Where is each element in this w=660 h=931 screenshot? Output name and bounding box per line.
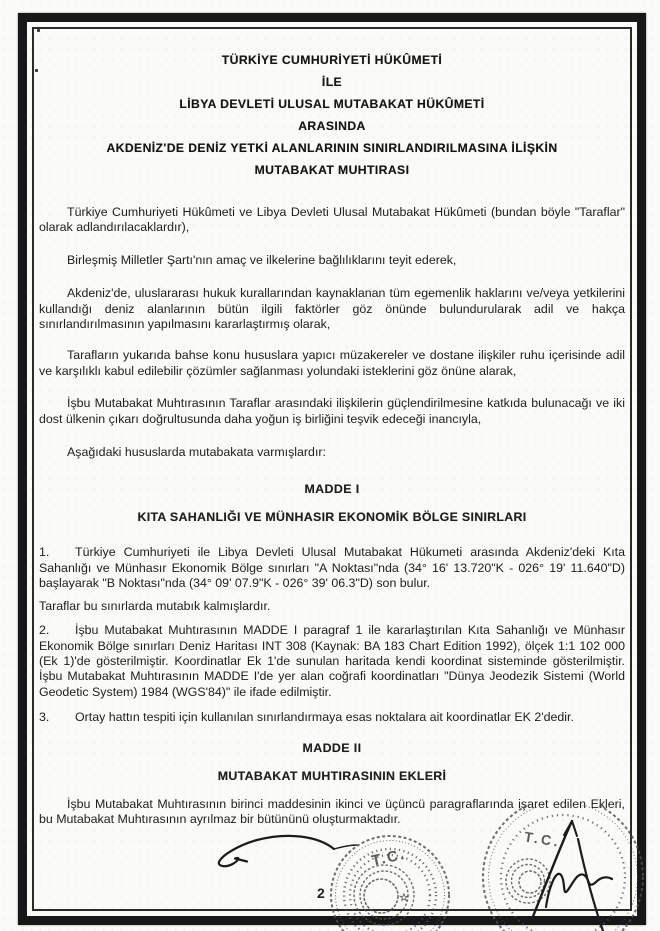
scan-speck bbox=[35, 69, 38, 72]
title-line-2: İLE bbox=[321, 75, 343, 89]
title-line-4: ARASINDA bbox=[298, 119, 366, 133]
preamble-paragraph: Aşağıdaki hususlarda mutabakata varmışlardır: bbox=[67, 445, 326, 460]
article-1-item-3 bbox=[39, 710, 625, 725]
item-text: Ortay hattın tespiti için kullanılan sınırlandırmaya esas noktalara ait koordinatlar EK 2'dedir. bbox=[75, 710, 574, 725]
preamble-paragraph: Birleşmiş Milletler Şartı'nın amaç ve ilkelerine bağlılıklarını teyit ederek, bbox=[67, 252, 457, 267]
item-text: İşbu Mutabakat Muhtırasının MADDE I paragraf 1 ile kararlaştırılan Kıta Sahanlığı ve Münhasır Ekonomik Bölge sınırları Deniz Haritası INT 308 (Kaynak: BA 183 Chart Edition 1992), ölçek 1:1 102 000 (Ek 1)'de gösterilmiştir. Koordinatlar Ek 1'de sunulan haritada kendi koordinat sisteminde gösterilmiştir. İşbu Mutabakat Muhtırasının MADDE I'de yer alan coğrafi koordinatları "Dünya Jeodezik Sistemi (World Geodetic System) 1984 (WGS'84)" ile ifade edilmiştir. bbox=[39, 623, 625, 699]
title-line-6: MUTABAKAT MUHTIRASI bbox=[254, 163, 410, 177]
article-1-subheading: KITA SAHANLIĞI VE MÜNHASIR EKONOMİK BÖLGE SINIRLARI bbox=[137, 510, 527, 525]
signature-paraph-left bbox=[219, 836, 357, 866]
item-number: 2. bbox=[39, 623, 50, 638]
preamble-paragraph: İşbu Mutabakat Muhtırasının Taraflar arasındaki ilişkilerin güçlendirilmesine katkıda bulunacağı ve iki dost ülkenin çıkarı doğrultusunda daha yoğun iş birliğini teşvik edeceği inancıyla, bbox=[39, 396, 625, 426]
page-number: 2 bbox=[317, 885, 325, 901]
article-2-heading-block bbox=[39, 740, 625, 784]
title-line-3: LİBYA DEVLETİ ULUSAL MUTABAKAT HÜKÛMETİ bbox=[179, 97, 485, 111]
item-number: 1. bbox=[39, 545, 50, 560]
preamble-paragraph: Tarafların yukarıda bahse konu hususlara yapıcı müzakereler ve dostane ilişkiler ruhu içerisinde adil ve karşılıklı kabul edilebilir çözümler sağlanması yolundaki isteklerini göz önüne alarak, bbox=[39, 348, 625, 378]
title-line-1: TÜRKİYE CUMHURİYETİ HÜKÛMETİ bbox=[221, 53, 443, 67]
document-title bbox=[39, 49, 625, 181]
article-1-heading-block bbox=[39, 481, 625, 525]
preamble-paragraph: Akdeniz'de, uluslararası hukuk kurallarından kaynaklanan tüm egemenlik haklarını ve/veya yetkilerini kullandığı deniz alanlarının bütün ilgili faktörler göz önünde bulundurularak adil ve hakça sınırlandırılmasının yapılmasını kararlaştırmış olarak, bbox=[39, 286, 625, 332]
article-2-body: İşbu Mutabakat Muhtırasının birinci maddesinin ikinci ve üçüncü paragraflarında işaret edilen Ekleri, bu Mutabakat Muhtırasının ayrılmaz bir bütününü oluşturmaktadır. bbox=[39, 796, 625, 826]
official-stamp-left bbox=[331, 836, 449, 931]
article-2-heading: MADDE II bbox=[302, 740, 362, 755]
stamp-right-tc-label: T.C. bbox=[523, 828, 563, 850]
stamps-and-signatures-layer bbox=[0, 805, 660, 931]
official-stamp-right bbox=[483, 805, 643, 931]
preamble-paragraph: Türkiye Cumhuriyeti Hükûmeti ve Libya Devleti Ulusal Mutabakat Hükûmeti (bundan böyle "Taraflar" olarak adlandırılacaklardır), bbox=[39, 205, 625, 235]
stamp-left-tc-label: T.C. bbox=[370, 845, 408, 870]
article-1-item-2 bbox=[39, 623, 625, 700]
stamp-left-star: ☆ bbox=[399, 892, 409, 904]
title-line-5: AKDENİZ'DE DENİZ YETKİ ALANLARININ SINIRLANDIRILMASINA İLİŞKİN bbox=[106, 141, 558, 155]
document-body bbox=[39, 30, 625, 827]
article-1-item-agreement: Taraflar bu sınırlarda mutabık kalmışlardır. bbox=[39, 598, 271, 613]
item-text: Türkiye Cumhuriyeti ile Libya Devleti Ulusal Mutabakat Hükumeti arasında Akdeniz'deki Kıta Sahanlığı ve Münhasır Ekonomik Bölge sınırları "A Noktası"nda (34° 16' 13.720"K - 026° 19' 11.640"D) başlayarak "B Noktası"nda (34° 09' 07.9"K - 026° 39' 06.3"D) son bulur. bbox=[39, 545, 625, 591]
article-2-subheading: MUTABAKAT MUHTIRASININ EKLERİ bbox=[217, 768, 447, 783]
article-1-heading: MADDE I bbox=[304, 482, 360, 497]
item-number: 3. bbox=[39, 710, 50, 725]
article-1-item-1 bbox=[39, 545, 625, 591]
